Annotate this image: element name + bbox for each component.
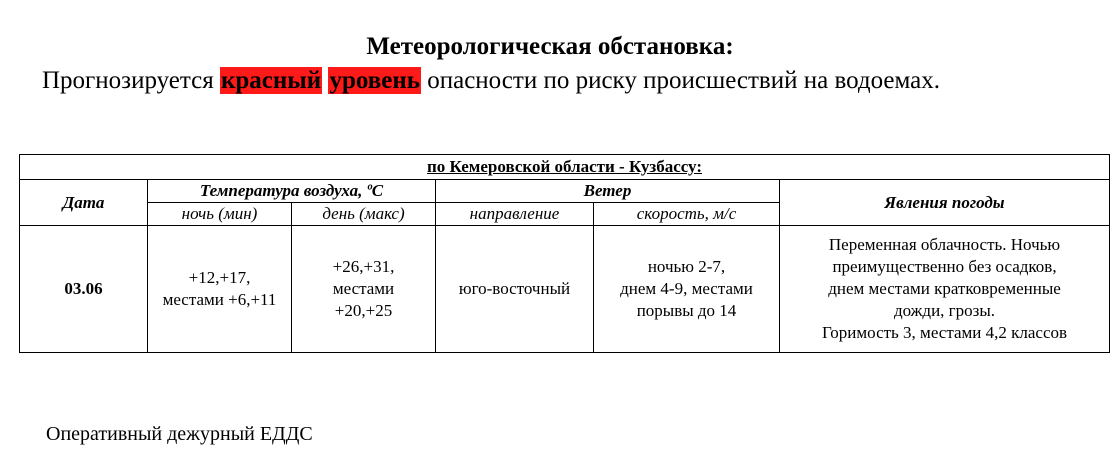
day-temp-line: местами (332, 279, 395, 298)
phenomena-line: Горимость 3, местами 4,2 классов (821, 323, 1068, 342)
phenomena-line: преимущественно без осадков, (832, 257, 1057, 276)
day-temp-line: +20,+25 (334, 301, 393, 320)
forecast-table (19, 154, 1110, 353)
forecast-summary (42, 66, 940, 96)
summary-prefix: Прогнозируется (42, 67, 220, 94)
date-cell: 03.06 (20, 226, 148, 353)
night-temp-line: +12,+17, (188, 268, 251, 287)
phenomena-header: Явления погоды (780, 180, 1110, 226)
wind-speed-cell (594, 226, 780, 353)
night-temp-cell (148, 226, 292, 353)
danger-level-highlight-1: красный (220, 67, 322, 94)
date-header: Дата (20, 180, 148, 226)
night-temp-line: местами +6,+11 (162, 290, 277, 309)
temperature-header: Температура воздуха, ºС (148, 180, 436, 203)
summary-suffix: опасности по риску происшествий на водоемах. (420, 67, 940, 94)
region-header: по Кемеровской области - Кузбассу: (20, 155, 1110, 180)
day-temp-header: день (макс) (292, 203, 436, 226)
phenomena-line: днем местами кратковременные (828, 279, 1061, 298)
day-temp-line: +26,+31, (332, 257, 395, 276)
phenomena-line: дожди, грозы. (893, 301, 996, 320)
header-row (20, 180, 1110, 203)
wind-speed-line: днем 4-9, местами (620, 279, 753, 298)
wind-header: Ветер (436, 180, 780, 203)
signature: Оперативный дежурный ЕДДС (46, 423, 313, 445)
phenomena-line: Переменная облачность. Ночью (828, 235, 1061, 254)
wind-speed-header: скорость, м/с (594, 203, 780, 226)
wind-speed-line: ночью 2-7, (647, 257, 726, 276)
region-row (20, 155, 1110, 180)
danger-level-highlight-2: уровень (329, 67, 420, 94)
night-temp-header: ночь (мин) (148, 203, 292, 226)
wind-direction-cell: юго-восточный (436, 226, 594, 353)
page-title: Метеорологическая обстановка: (366, 33, 734, 60)
phenomena-cell (780, 226, 1110, 353)
wind-direction-header: направление (436, 203, 594, 226)
wind-speed-line: порывы до 14 (636, 301, 737, 320)
table-row (20, 226, 1110, 353)
day-temp-cell (292, 226, 436, 353)
